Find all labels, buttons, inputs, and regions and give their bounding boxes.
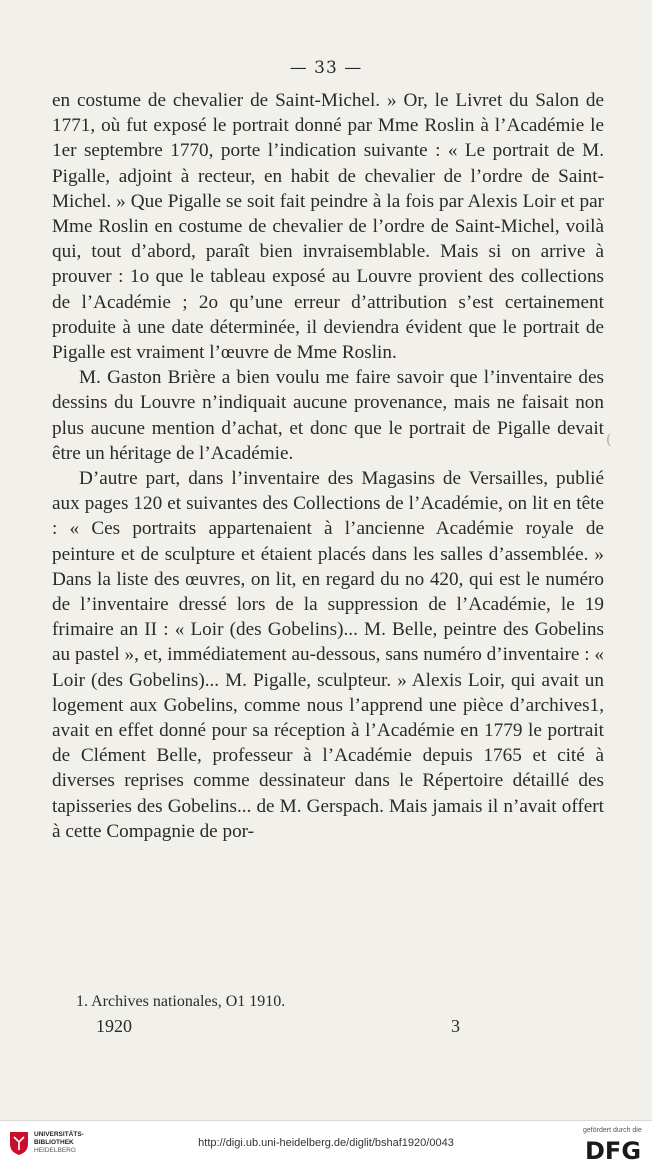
viewer-footer (0, 1120, 652, 1168)
paragraph-3: D’autre part, dans l’inventaire des Magasins de Versailles, publié aux pages 120 et suivantes des Collections de l’Académie, on lit en tête : « Ces portraits appartenaient à l’ancienne Académie royale de peinture et de sculpture et étaient placés dans les salles d’assemblée. » Dans la liste des œuvres, on lit, en regard du no 420, qui est le numéro de l’inventaire dressé lors de la suppression de l’Académie, le 19 frimaire an II : « Loir (des Gobelins)... M. Belle, peintre des Gobelins au pastel », et, immédiatement au-dessous, sans numéro d’inventaire : « Loir (des Gobelins)... M. Pigalle, sculpteur. » Alexis Loir, qui avait un logement aux Gobelins, comme nous l’apprend une pièce d’archives1, avait en effet donné pour sa réception à l’Académie en 1779 le portrait de Clément Belle, professeur à l’Académie depuis 1765 et cité à diverses reprises comme dessinateur dans le Répertoire détaillé des tapisseries des Gobelins... de M. Gerspach. Mais jamais il n’avait offert à cette Compagnie de por- (52, 468, 604, 842)
library-line-2: BIBLIOTHEK (34, 1139, 74, 1146)
permalink-url[interactable]: http://digi.ub.uni-heidelberg.de/diglit/bshaf1920/0043 (198, 1137, 454, 1149)
dfg-caption: gefördert durch die (583, 1127, 642, 1134)
footnote: 1. Archives nationales, O1 1910. (76, 993, 286, 1010)
page-number: — 33 — (289, 58, 363, 78)
paragraph-2: M. Gaston Brière a bien voulu me faire savoir que l’inventaire des dessins du Louvre n’indiquait aucune provenance, mais ne faisait non plus aucune mention d’achat, et donc que le portrait de Pigalle devait être un héritage de l’Académie. (52, 367, 604, 464)
library-line-3: HEIDELBERG (34, 1147, 76, 1154)
signature-number: 3 (451, 1016, 460, 1036)
signature-year: 1920 (96, 1016, 132, 1036)
dfg-logo: DFG (585, 1137, 642, 1165)
margin-mark: ( (606, 432, 612, 448)
paragraph-1: en costume de chevalier de Saint-Michel. » Or, le Livret du Salon de 1771, où fut exposé le portrait donné par Mme Roslin à l’Académie le 1er septembre 1770, porte l’indication suivante : « Le portrait de M. Pigalle, adjoint à recteur, en habit de chevalier de l’ordre de Saint-Michel. » Que Pigalle se soit fait peindre à la fois par Alexis Loir et par Mme Roslin en costume de chevalier de l’ordre de Saint-Michel, voilà qui, tout d’abord, paraît bien invraisemblable. Mais si on arrive à prouver : 1o que le tableau exposé au Louvre provient des collections de l’Académie ; 2o qu’une erreur d’attribution s’est certainement produite à une date déterminée, il deviendra évident que le portrait de Pigalle est vraiment l’œuvre de Mme Roslin. (52, 90, 604, 364)
library-line-1: UNIVERSITÄTS- (34, 1131, 84, 1138)
body-text (52, 88, 604, 844)
